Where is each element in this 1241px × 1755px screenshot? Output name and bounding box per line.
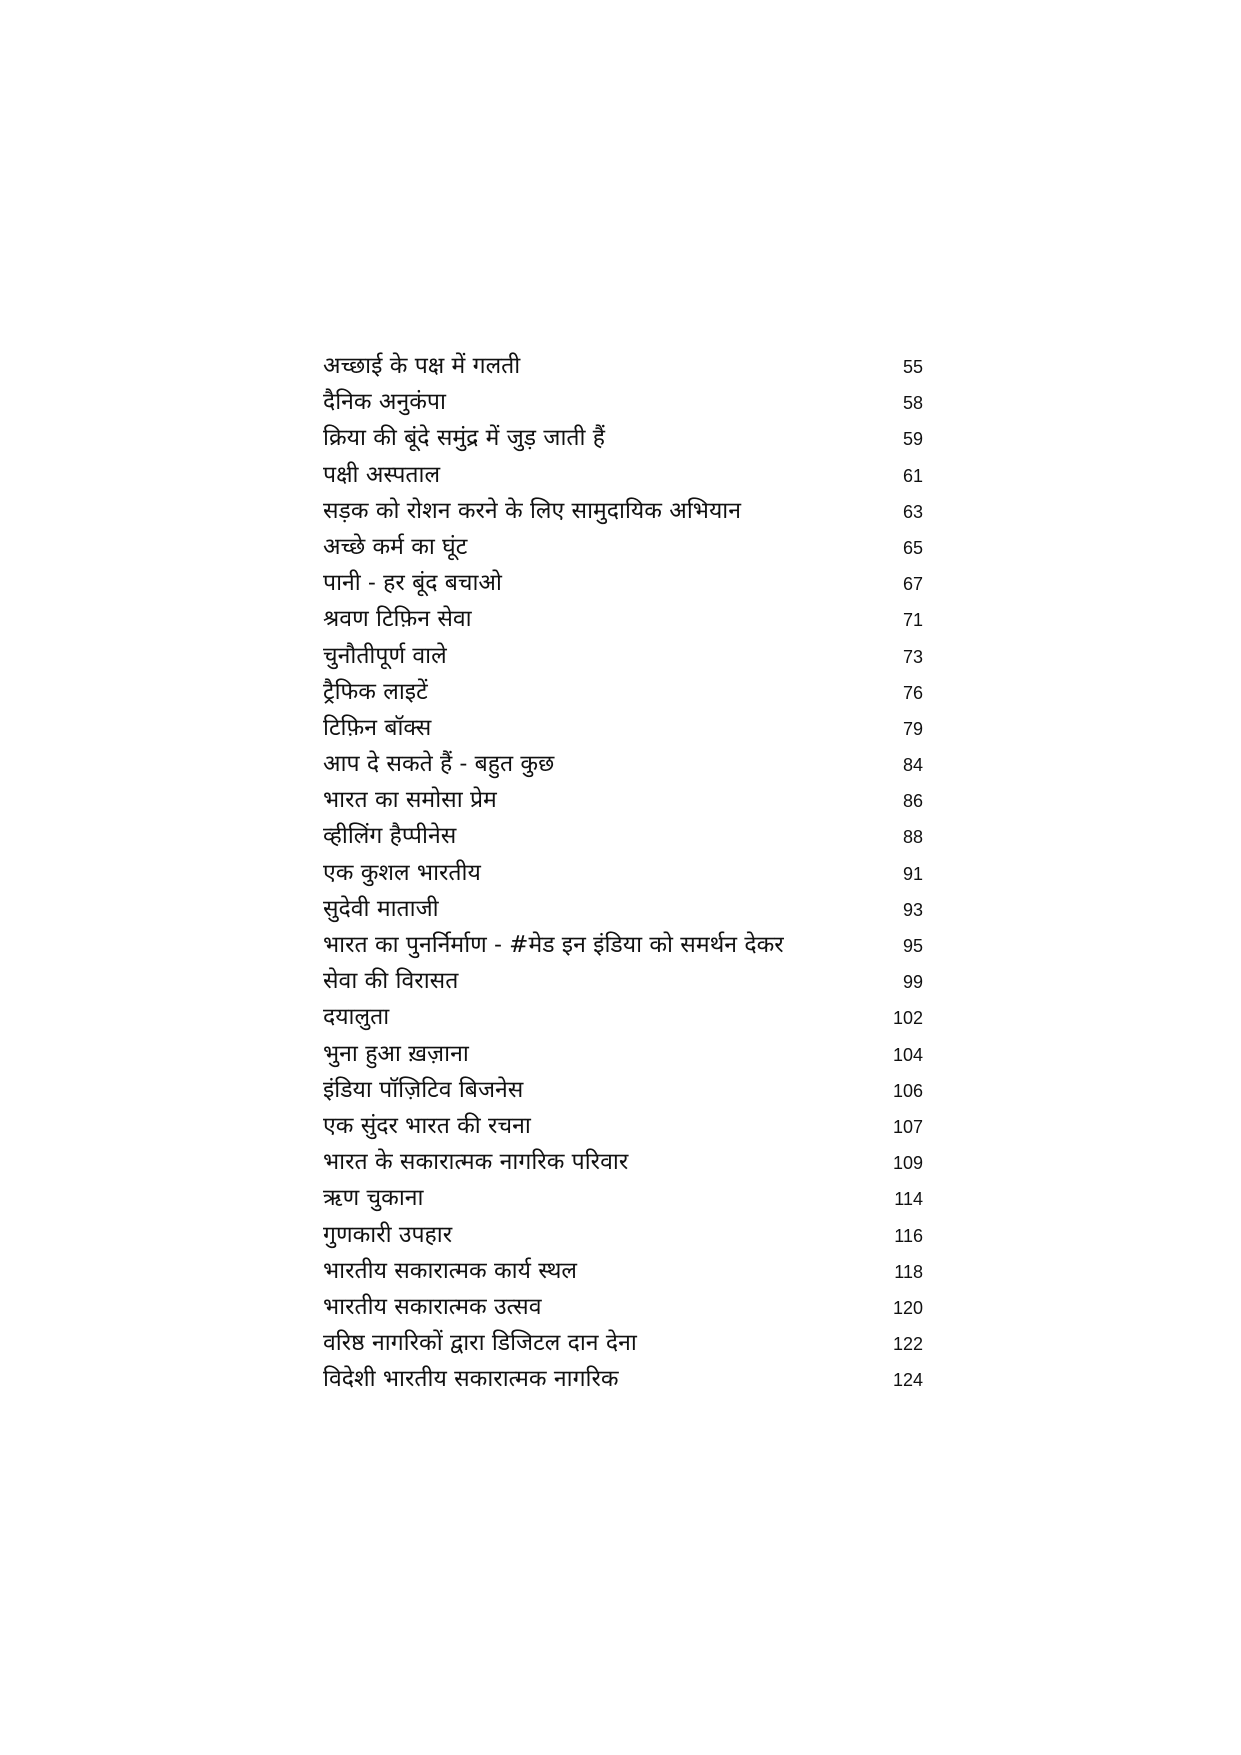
toc-entry bbox=[323, 420, 923, 456]
toc-entry bbox=[323, 1072, 923, 1108]
toc-entry-title: सुदेवी माताजी bbox=[323, 895, 439, 922]
toc-entry-page: 116 bbox=[894, 1225, 923, 1246]
toc-entry-title: एक कुशल भारतीय bbox=[323, 859, 481, 886]
toc-entry-title: इंडिया पॉज़िटिव बिजनेस bbox=[323, 1076, 524, 1103]
toc-entry-page: 107 bbox=[892, 1116, 923, 1137]
toc-entry bbox=[323, 493, 923, 529]
toc-entry-page: 102 bbox=[892, 1008, 923, 1029]
toc-entry-title: पक्षी अस्पताल bbox=[323, 461, 441, 488]
toc-entry bbox=[323, 1108, 923, 1144]
toc-entry bbox=[323, 565, 923, 601]
toc-entry-title: दैनिक अनुकंपा bbox=[323, 389, 446, 416]
toc-entry-title: भारत का पुनर्निर्माण - #मेड इन इंडिया को समर्थन देकर bbox=[323, 932, 784, 958]
toc-entry-page: 93 bbox=[902, 899, 923, 920]
toc-entry-title: पानी - हर बूंद बचाओ bbox=[323, 570, 502, 597]
toc-entry-title: ट्रैफिक लाइटें bbox=[323, 678, 428, 705]
toc-entry-page: 118 bbox=[894, 1261, 923, 1282]
toc-entry-page: 109 bbox=[892, 1153, 923, 1174]
toc-entry-page: 124 bbox=[892, 1370, 923, 1391]
toc-entry-title: एक सुंदर भारत की रचना bbox=[323, 1112, 531, 1139]
toc-entry-page: 120 bbox=[892, 1297, 923, 1318]
toc-entry-page: 91 bbox=[902, 863, 923, 884]
toc-entry-title: भारत के सकारात्मक नागरिक परिवार bbox=[323, 1149, 629, 1176]
toc-entry-page: 86 bbox=[902, 791, 923, 812]
toc-entry-title: विदेशी भारतीय सकारात्मक नागरिक bbox=[323, 1366, 619, 1393]
toc-entry-page: 99 bbox=[902, 972, 923, 993]
toc-entry bbox=[323, 457, 923, 493]
toc-entry-title: क्रिया की बूंदे समुंद्र में जुड़ जाती हैं bbox=[323, 425, 606, 452]
toc-entry-title: आप दे सकते हैं - बहुत कुछ bbox=[323, 751, 555, 778]
toc-entry-title: भारतीय सकारात्मक कार्य स्थल bbox=[323, 1257, 578, 1284]
toc-entry bbox=[323, 782, 923, 818]
toc-entry-page: 79 bbox=[902, 718, 923, 739]
toc-entry-title: सेवा की विरासत bbox=[323, 968, 459, 995]
toc-entry bbox=[323, 710, 923, 746]
toc-entry bbox=[323, 818, 923, 854]
toc-entry bbox=[323, 601, 923, 637]
toc-entry bbox=[323, 891, 923, 927]
toc-entry-page: 88 bbox=[902, 827, 923, 848]
toc-entry-title: सड़क को रोशन करने के लिए सामुदायिक अभियान bbox=[323, 497, 742, 524]
toc-entry bbox=[323, 1325, 923, 1361]
toc-entry bbox=[323, 529, 923, 565]
toc-entry bbox=[323, 1217, 923, 1253]
toc-entry-title: दयालुता bbox=[323, 1004, 390, 1031]
toc-entry-title: भारतीय सकारात्मक उत्सव bbox=[323, 1293, 542, 1320]
toc-entry-page: 114 bbox=[894, 1189, 923, 1210]
toc-entry-page: 55 bbox=[902, 357, 923, 377]
toc-entry-page: 95 bbox=[902, 936, 923, 956]
toc-entry-title: श्रवण टिफ़िन सेवा bbox=[323, 606, 472, 633]
toc-entry bbox=[323, 855, 923, 891]
toc-entry-page: 63 bbox=[902, 501, 923, 522]
toc-entry bbox=[323, 384, 923, 420]
toc-entry-page: 61 bbox=[902, 465, 923, 486]
table-of-contents bbox=[323, 348, 923, 1397]
toc-entry-title: भुना हुआ ख़ज़ाना bbox=[323, 1040, 469, 1067]
toc-entry bbox=[323, 348, 923, 384]
toc-entry bbox=[323, 1361, 923, 1397]
toc-entry-title: चुनौतीपूर्ण वाले bbox=[323, 642, 447, 669]
toc-entry-title: अच्छाई के पक्ष में गलती bbox=[323, 353, 521, 379]
toc-entry-page: 76 bbox=[902, 682, 923, 703]
toc-entry-page: 73 bbox=[902, 646, 923, 667]
toc-entry bbox=[323, 963, 923, 999]
toc-entry-title: ऋण चुकाना bbox=[323, 1185, 424, 1212]
toc-entry bbox=[323, 999, 923, 1035]
toc-entry-page: 65 bbox=[902, 537, 923, 558]
toc-entry-page: 71 bbox=[902, 610, 923, 631]
toc-entry bbox=[323, 638, 923, 674]
toc-entry bbox=[323, 927, 923, 963]
toc-entry bbox=[323, 746, 923, 782]
toc-entry-title: अच्छे कर्म का घूंट bbox=[323, 533, 468, 560]
toc-entry bbox=[323, 1253, 923, 1289]
toc-entry-page: 59 bbox=[902, 429, 923, 450]
toc-entry-title: व्हीलिंग हैप्पीनेस bbox=[323, 823, 457, 850]
toc-entry-title: भारत का समोसा प्रेम bbox=[323, 787, 497, 814]
toc-entry-page: 104 bbox=[892, 1044, 923, 1065]
toc-entry-page: 84 bbox=[902, 755, 923, 776]
toc-entry-title: टिफ़िन बॉक्स bbox=[323, 714, 432, 741]
toc-entry bbox=[323, 1144, 923, 1180]
toc-entry bbox=[323, 1289, 923, 1325]
toc-entry-title: गुणकारी उपहार bbox=[323, 1221, 453, 1248]
toc-entry-page: 106 bbox=[892, 1080, 923, 1101]
toc-entry-title: वरिष्ठ नागरिकों द्वारा डिजिटल दान देना bbox=[323, 1330, 637, 1357]
toc-entry-page: 67 bbox=[902, 574, 923, 595]
toc-entry bbox=[323, 674, 923, 710]
toc-entry-page: 122 bbox=[892, 1334, 923, 1355]
toc-entry bbox=[323, 1180, 923, 1216]
toc-entry bbox=[323, 1036, 923, 1072]
toc-entry-page: 58 bbox=[902, 393, 923, 414]
